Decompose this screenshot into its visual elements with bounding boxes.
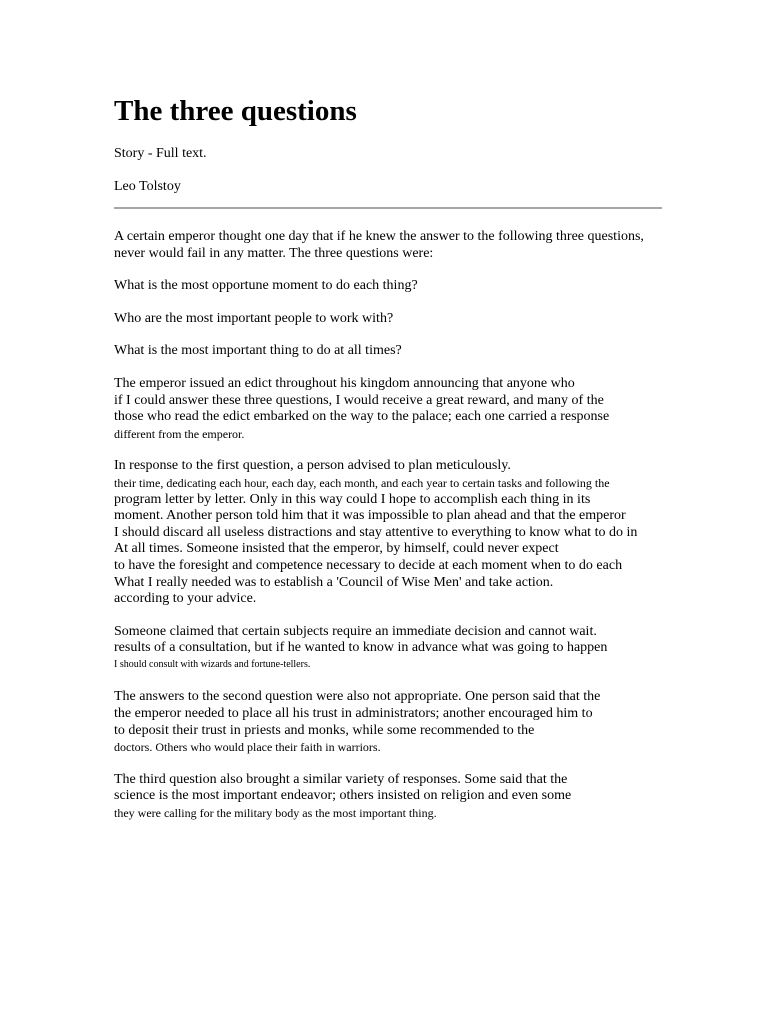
- text-line: I should consult with wizards and fortune-tellers.: [114, 658, 311, 670]
- text-line: The emperor issued an edict throughout his kingdom announcing that anyone who: [114, 375, 575, 391]
- text-line: to deposit their trust in priests and monks, while some recommended to the: [114, 722, 535, 738]
- document-subtitle: Story - Full text.: [114, 146, 207, 161]
- text-line: program letter by letter. Only in this way could I hope to accomplish each thing in its: [114, 491, 591, 507]
- paragraph-question-three: [114, 343, 734, 360]
- text-line: different from the emperor.: [114, 426, 245, 441]
- title-divider: [114, 207, 662, 209]
- paragraph-immediate-decision: [114, 624, 734, 674]
- story-body: [114, 229, 734, 838]
- paragraph-first-answers: [114, 458, 734, 607]
- text-line: science is the most important endeavor; others insisted on religion and even some: [114, 788, 572, 804]
- document-author: Leo Tolstoy: [114, 179, 181, 194]
- paragraph-intro: [114, 229, 734, 262]
- text-line: never would fail in any matter. The three questions were:: [114, 245, 434, 261]
- text-line: if I could answer these three questions, I would receive a great reward, and many of the: [114, 392, 604, 408]
- text-line: doctors. Others who would place their faith in warriors.: [114, 740, 381, 755]
- text-line: the emperor needed to place all his trust in administrators; another encouraged him to: [114, 706, 593, 722]
- text-line: moment. Another person told him that it was impossible to plan ahead and that the emperor: [114, 508, 626, 524]
- text-line: their time, dedicating each hour, each day, each month, and each year to certain tasks and following the: [114, 475, 610, 490]
- text-line: Who are the most important people to work with?: [114, 310, 394, 326]
- paragraph-edict: [114, 376, 734, 442]
- paragraph-question-two: [114, 311, 734, 328]
- text-line: What I really needed was to establish a 'Council of Wise Men' and take action.: [114, 574, 554, 590]
- text-line: according to your advice.: [114, 591, 257, 607]
- text-line: to have the foresight and competence necessary to decide at each moment when to do each: [114, 557, 623, 573]
- text-line: I should discard all useless distractions and stay attentive to everything to know what to do in: [114, 524, 638, 540]
- text-line: The third question also brought a similar variety of responses. Some said that the: [114, 771, 568, 787]
- paragraph-question-one: [114, 278, 734, 295]
- paragraph-third-answers: [114, 772, 734, 822]
- text-line: At all times. Someone insisted that the emperor, by himself, could never expect: [114, 541, 559, 557]
- text-line: The answers to the second question were also not appropriate. One person said that the: [114, 689, 601, 705]
- text-line: A certain emperor thought one day that if he knew the answer to the following three questions,: [114, 229, 644, 244]
- text-line: they were calling for the military body as the most important thing.: [114, 806, 437, 821]
- text-line: What is the most important thing to do at all times?: [114, 343, 402, 359]
- text-line: results of a consultation, but if he wanted to know in advance what was going to happen: [114, 640, 608, 656]
- document-title: The three questions: [114, 95, 357, 127]
- text-line: In response to the first question, a person advised to plan meticulously.: [114, 458, 511, 474]
- paragraph-second-answers: [114, 689, 734, 755]
- text-line: Someone claimed that certain subjects require an immediate decision and cannot wait.: [114, 623, 597, 639]
- text-line: What is the most opportune moment to do each thing?: [114, 278, 418, 294]
- text-line: those who read the edict embarked on the way to the palace; each one carried a response: [114, 409, 610, 425]
